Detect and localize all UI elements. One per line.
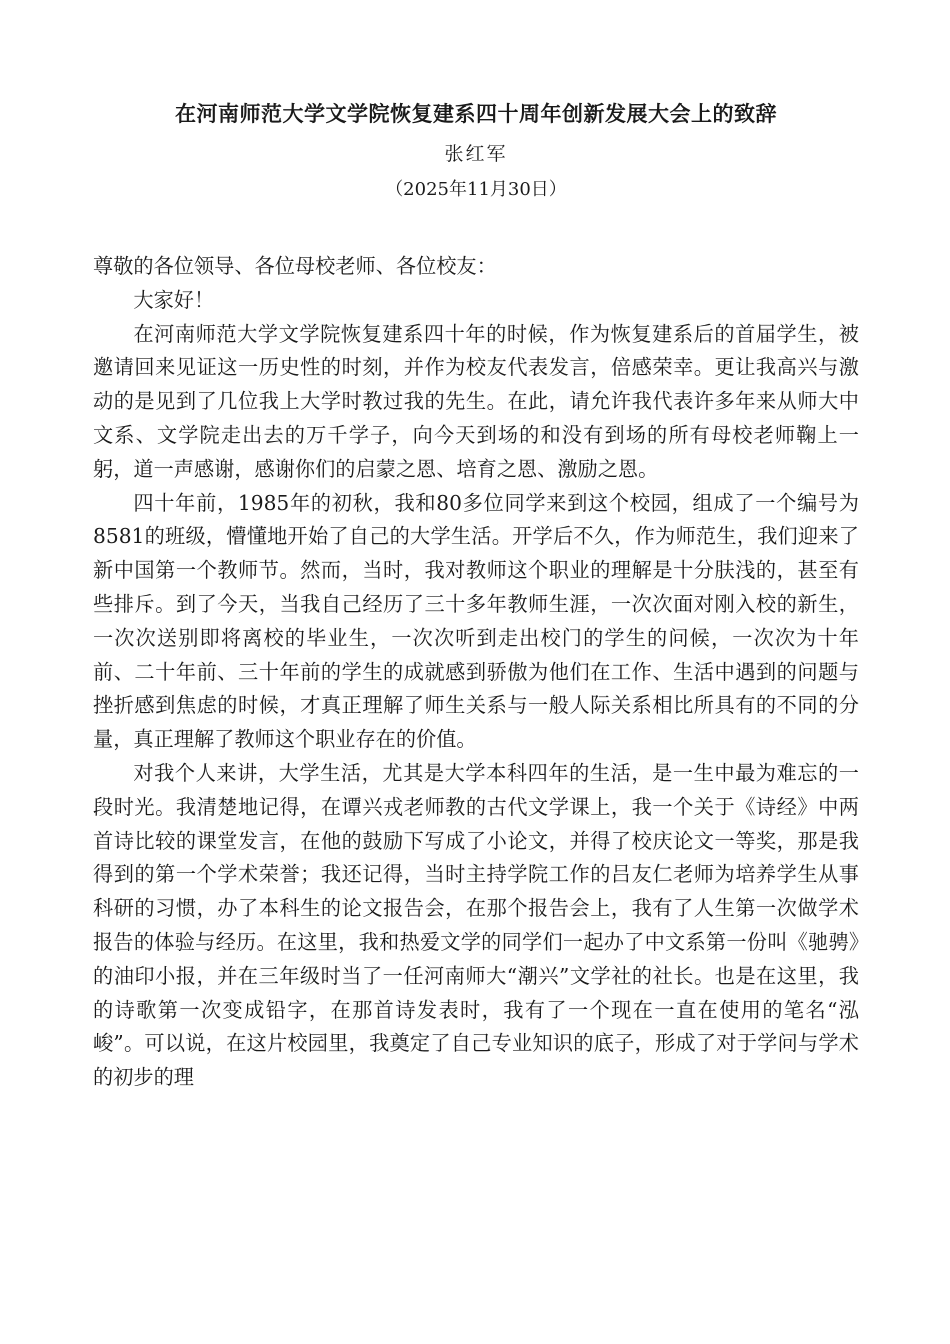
salutation: 尊敬的各位领导、各位母校老师、各位校友：	[93, 254, 497, 278]
document-page	[93, 92, 859, 1095]
author-name: 张红军	[444, 143, 508, 165]
paragraph-greeting: 大家好！	[133, 287, 215, 312]
document-title: 在河南师范大学文学院恢复建系四十周年创新发展大会上的致辞	[175, 101, 777, 126]
paragraph-forty-years-ago: 四十年前，1985年的初秋，我和80多位同学来到这个校园，组成了一个编号为8581的班级，懵懂地开始了自己的大学生活。开学后不久，作为师范生，我们迎来了新中国第一个教师节。然而，当时，我对教师这个职业的理解是十分肤浅的，甚至有些排斥。到了今天，当我自己经历了三十多年教师生涯，一次次面对刚入校的新生，一次次送别即将离校的毕业生，一次次听到走出校门的学生的问候，一次次为十年前、二十年前、三十年前的学生的成就感到骄傲为他们在工作、生活中遇到的问题与挫折感到焦虑的时候，才真正理解了师生关系与一般人际关系相比所具有的不同的分量，真正理解了教师这个职业存在的价值。	[93, 490, 859, 752]
paragraph-introduction: 在河南师范大学文学院恢复建系四十年的时候，作为恢复建系后的首届学生，被邀请回来见证这一历史性的时刻，并作为校友代表发言，倍感荣幸。更让我高兴与激动的是见到了几位我上大学时教过我的先生。在此，请允许我代表许多年来从师大中文系、文学院走出去的万千学子，向今天到场的和没有到场的所有母校老师鞠上一躬，道一声感谢，感谢你们的启蒙之恩、培育之恩、激励之恩。	[93, 321, 859, 481]
paragraph-university-life: 对我个人来讲，大学生活，尤其是大学本科四年的生活，是一生中最为难忘的一段时光。我清楚地记得，在谭兴戎老师教的古代文学课上，我一个关于《诗经》中两首诗比较的课堂发言，在他的鼓励下写成了小论文，并得了校庆论文一等奖，那是我得到的第一个学术荣誉；我还记得，当时主持学院工作的吕友仁老师为培养学生从事科研的习惯，办了本科生的论文报告会，在那个报告会上，我有了人生第一次做学术报告的体验与经历。在这里，我和热爱文学的同学们一起办了中文系第一份叫《驰骋》的油印小报，并在三年级时当了一任河南师大“潮兴”文学社的社长。也是在这里，我的诗歌第一次变成铅字，在那首诗发表时，我有了一个现在一直在使用的笔名“泓峻”。可以说，在这片校园里，我奠定了自己专业知识的底子，形成了对于学问与学术的初步的理	[93, 760, 859, 1090]
speech-body	[93, 250, 859, 1095]
speech-date: （2025年11月30日）	[385, 179, 567, 200]
